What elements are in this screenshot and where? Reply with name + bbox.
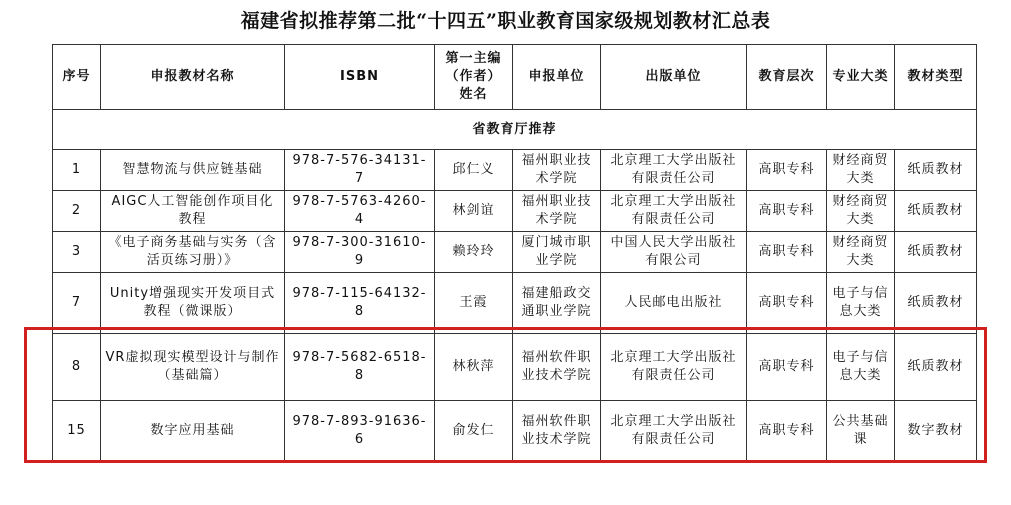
table-cell: 电子与信息大类 — [827, 334, 895, 401]
table-row — [53, 191, 977, 232]
document-title: 福建省拟推荐第二批“十四五”职业教育国家级规划教材汇总表 — [240, 10, 771, 32]
table-cell: 978-7-576-34131-7 — [285, 150, 435, 191]
table-cell: 北京理工大学出版社有限责任公司 — [601, 150, 747, 191]
table-cell: 978-7-300-31610-9 — [285, 232, 435, 273]
col-header: 专业大类 — [827, 45, 895, 110]
table-cell: 高职专科 — [747, 334, 827, 401]
table-cell: 财经商贸大类 — [827, 150, 895, 191]
col-header: 出版单位 — [601, 45, 747, 110]
table-cell: 财经商贸大类 — [827, 232, 895, 273]
table-cell: 《电子商务基础与实务（含活页练习册）》 — [101, 232, 285, 273]
col-header: 教材类型 — [895, 45, 977, 110]
table-cell: 高职专科 — [747, 232, 827, 273]
table-cell: 电子与信息大类 — [827, 273, 895, 334]
table-cell: Unity增强现实开发项目式教程（微课版） — [101, 273, 285, 334]
table-row — [53, 401, 977, 462]
table-cell: 北京理工大学出版社有限责任公司 — [601, 334, 747, 401]
table-cell: 纸质教材 — [895, 334, 977, 401]
table-cell: 中国人民大学出版社有限公司 — [601, 232, 747, 273]
table-cell: 赖玲玲 — [435, 232, 513, 273]
col-header: 序号 — [53, 45, 101, 110]
table-cell: 林秋萍 — [435, 334, 513, 401]
table-cell: 8 — [53, 334, 101, 401]
table-cell: 福建船政交通职业学院 — [513, 273, 601, 334]
col-header: ISBN — [285, 45, 435, 110]
table-cell: 978-7-893-91636-6 — [285, 401, 435, 462]
section-label: 省教育厅推荐 — [53, 110, 977, 150]
table-cell: 纸质教材 — [895, 191, 977, 232]
table-cell: 公共基础课 — [827, 401, 895, 462]
table-cell: 福州软件职业技术学院 — [513, 401, 601, 462]
col-header: 第一主编（作者）姓名 — [435, 45, 513, 110]
table-cell: 高职专科 — [747, 191, 827, 232]
table-cell: 数字应用基础 — [101, 401, 285, 462]
col-header: 教育层次 — [747, 45, 827, 110]
table-cell: 福州软件职业技术学院 — [513, 334, 601, 401]
table-cell: 纸质教材 — [895, 232, 977, 273]
table-cell: 林剑谊 — [435, 191, 513, 232]
table-cell: VR虚拟现实模型设计与制作（基础篇） — [101, 334, 285, 401]
table-cell: 978-7-5763-4260-4 — [285, 191, 435, 232]
table-cell: 2 — [53, 191, 101, 232]
textbook-summary-table — [52, 44, 977, 462]
table-row — [53, 150, 977, 191]
table-cell: 978-7-5682-6518-8 — [285, 334, 435, 401]
table-cell: 福州职业技术学院 — [513, 191, 601, 232]
table-cell: 数字教材 — [895, 401, 977, 462]
table-cell: 王霞 — [435, 273, 513, 334]
table-row — [53, 334, 977, 401]
table-cell: 人民邮电出版社 — [601, 273, 747, 334]
table-cell: 纸质教材 — [895, 150, 977, 191]
table-cell: 智慧物流与供应链基础 — [101, 150, 285, 191]
table-cell: 邱仁义 — [435, 150, 513, 191]
table-cell: 978-7-115-64132-8 — [285, 273, 435, 334]
col-header: 申报教材名称 — [101, 45, 285, 110]
table-cell: 福州职业技术学院 — [513, 150, 601, 191]
table-cell: 15 — [53, 401, 101, 462]
table-cell: 高职专科 — [747, 401, 827, 462]
col-header: 申报单位 — [513, 45, 601, 110]
table-cell: 北京理工大学出版社有限责任公司 — [601, 401, 747, 462]
table-cell: 厦门城市职业学院 — [513, 232, 601, 273]
header-row — [53, 45, 977, 110]
table-cell: 财经商贸大类 — [827, 191, 895, 232]
section-row — [53, 110, 977, 150]
table-cell: 北京理工大学出版社有限责任公司 — [601, 191, 747, 232]
table-row — [53, 232, 977, 273]
table-cell: AIGC人工智能创作项目化教程 — [101, 191, 285, 232]
table-row — [53, 273, 977, 334]
table-cell: 高职专科 — [747, 273, 827, 334]
table-cell: 高职专科 — [747, 150, 827, 191]
table-cell: 俞发仁 — [435, 401, 513, 462]
table-cell: 7 — [53, 273, 101, 334]
table-cell: 1 — [53, 150, 101, 191]
table-cell: 3 — [53, 232, 101, 273]
table-cell: 纸质教材 — [895, 273, 977, 334]
